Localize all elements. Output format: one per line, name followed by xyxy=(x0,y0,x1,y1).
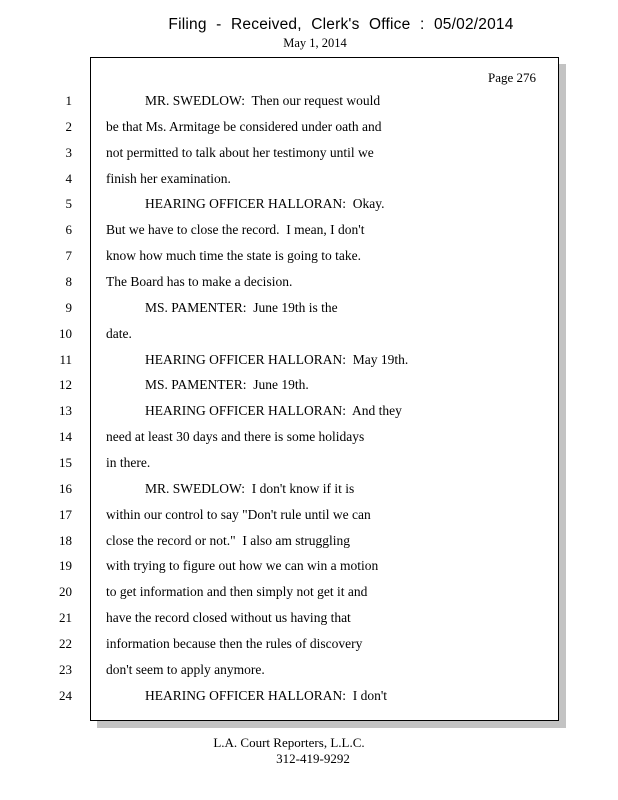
transcript-line xyxy=(0,605,560,631)
line-text: HEARING OFFICER HALLORAN: Okay. xyxy=(145,196,385,212)
transcript-line xyxy=(0,269,560,295)
transcript-line xyxy=(0,321,560,347)
transcript-line xyxy=(0,398,560,424)
line-number: 11 xyxy=(59,351,72,367)
line-text: be that Ms. Armitage be considered under oath and xyxy=(106,118,382,134)
line-text: HEARING OFFICER HALLORAN: I don't xyxy=(145,687,388,703)
line-number: 6 xyxy=(65,222,72,238)
line-text: information because then the rules of discovery xyxy=(106,636,363,652)
line-text: MS. PAMENTER: June 19th. xyxy=(145,377,309,393)
transcript-line xyxy=(0,450,560,476)
line-number: 13 xyxy=(59,403,72,419)
line-text: date. xyxy=(106,325,132,341)
transcript-line xyxy=(0,476,560,502)
filing-date: May 1, 2014 xyxy=(283,36,347,50)
transcript-line xyxy=(0,347,560,373)
line-number: 15 xyxy=(59,455,72,471)
line-text: HEARING OFFICER HALLORAN: May 19th. xyxy=(145,351,409,367)
line-text: finish her examination. xyxy=(106,170,231,186)
line-text: not permitted to talk about her testimony until we xyxy=(106,144,374,160)
line-text: close the record or not." I also am struggling xyxy=(106,532,350,548)
line-number: 9 xyxy=(65,299,72,315)
line-text: MR. SWEDLOW: I don't know if it is xyxy=(145,480,355,496)
line-text: have the record closed without us having that xyxy=(106,610,351,626)
transcript-line xyxy=(0,424,560,450)
transcript-line xyxy=(0,166,560,192)
line-number: 16 xyxy=(59,480,72,496)
line-number: 24 xyxy=(59,687,72,703)
line-number: 7 xyxy=(65,248,72,264)
line-text: need at least 30 days and there is some holidays xyxy=(106,429,365,445)
transcript-line xyxy=(0,372,560,398)
line-text: The Board has to make a decision. xyxy=(106,274,293,290)
line-text: within our control to say "Don't rule until we can xyxy=(106,506,371,522)
line-number: 19 xyxy=(59,558,72,574)
transcript-line xyxy=(0,243,560,269)
transcript-line xyxy=(0,88,560,114)
reporter-company: L.A. Court Reporters, L.L.C. xyxy=(213,735,365,750)
line-text: MR. SWEDLOW: Then our request would xyxy=(145,93,381,108)
transcript-line xyxy=(0,528,560,554)
line-number: 2 xyxy=(65,118,72,134)
line-number: 22 xyxy=(59,636,72,652)
line-number: 1 xyxy=(65,93,72,108)
transcript-line xyxy=(0,295,560,321)
page-number-label: Page 276 xyxy=(487,70,536,85)
line-number: 20 xyxy=(59,584,72,600)
line-number: 14 xyxy=(59,429,72,445)
line-number: 23 xyxy=(59,661,72,677)
reporter-footer xyxy=(0,735,618,766)
line-text: don't seem to apply anymore. xyxy=(106,661,265,677)
line-number: 21 xyxy=(59,610,72,626)
transcript-line xyxy=(0,191,560,217)
line-number: 18 xyxy=(59,532,72,548)
line-text: HEARING OFFICER HALLORAN: And they xyxy=(145,403,402,419)
line-text: in there. xyxy=(106,455,151,471)
transcript-line xyxy=(0,114,560,140)
line-number: 8 xyxy=(65,274,72,290)
line-text: know how much time the state is going to take. xyxy=(106,248,361,264)
reporter-phone: 312-419-9292 xyxy=(276,750,350,766)
transcript-line xyxy=(0,683,560,709)
line-text: to get information and then simply not get it and xyxy=(106,584,368,600)
transcript-lines xyxy=(0,88,560,709)
transcript-line xyxy=(0,140,560,166)
filing-title: Filing - Received, Clerk's Office : 05/02/2014 xyxy=(168,16,514,33)
transcript-line xyxy=(0,502,560,528)
line-number: 10 xyxy=(59,325,72,341)
line-text: with trying to figure out how we can win a motion xyxy=(106,558,379,574)
line-number: 3 xyxy=(65,144,72,160)
transcript-line xyxy=(0,553,560,579)
transcript-line xyxy=(0,657,560,683)
line-number: 12 xyxy=(59,377,72,393)
transcript-line xyxy=(0,217,560,243)
line-number: 5 xyxy=(65,196,72,212)
transcript-line xyxy=(0,631,560,657)
transcript-line xyxy=(0,579,560,605)
line-text: MS. PAMENTER: June 19th is the xyxy=(145,299,338,315)
line-number: 4 xyxy=(65,170,72,186)
line-number: 17 xyxy=(59,506,72,522)
line-text: But we have to close the record. I mean, I don't xyxy=(106,222,365,238)
